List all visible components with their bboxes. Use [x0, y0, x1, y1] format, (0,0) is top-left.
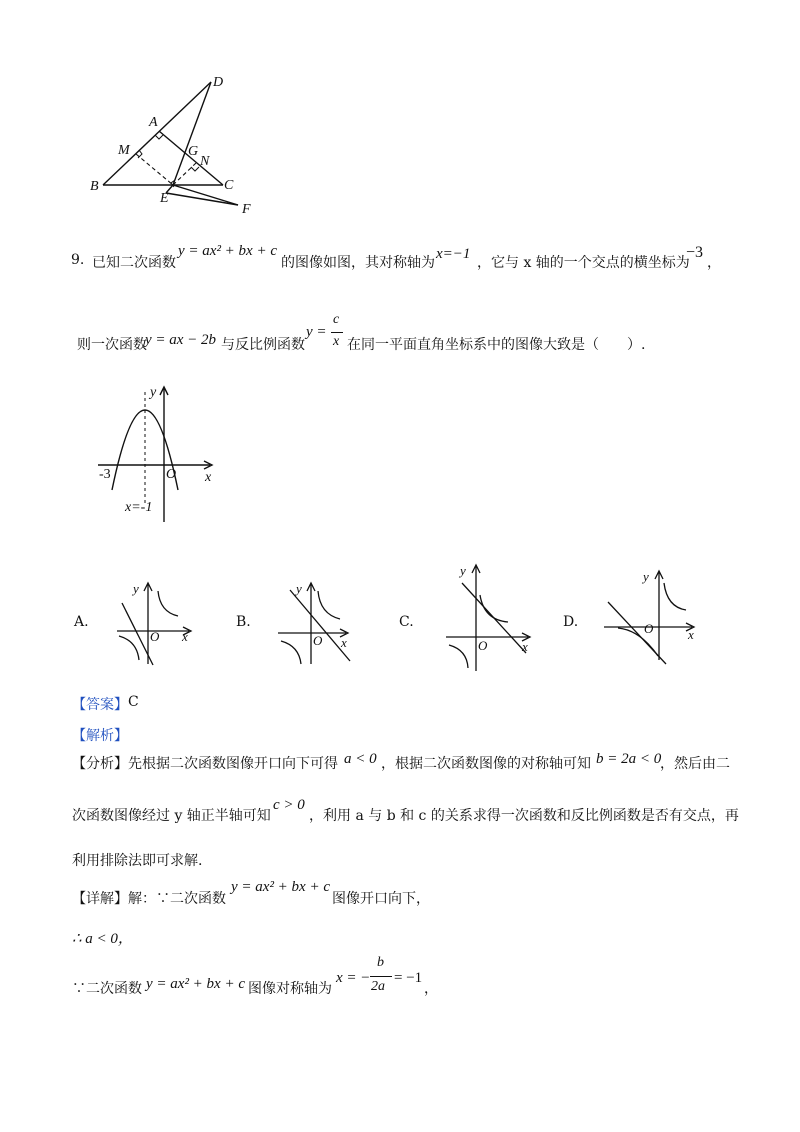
point-label: G [188, 144, 199, 159]
option-letter: C. [399, 614, 414, 630]
quadratic-function: y = ax² + bx + c [178, 243, 277, 259]
origin-label: O [150, 629, 160, 644]
parabola-graph [95, 380, 225, 525]
option-b-graph[interactable] [270, 578, 360, 668]
origin-label: O [478, 638, 488, 653]
b-value: b = 2a < 0 [596, 751, 662, 767]
y-axis-label: y [133, 581, 139, 596]
point-label: C [224, 178, 234, 193]
axis-equation: x=−1 [436, 246, 471, 262]
detail-text: 解：∵二次函数 [128, 891, 226, 907]
point-label: M [118, 143, 130, 158]
x-axis-label: x [341, 635, 347, 650]
option-d-graph[interactable] [600, 565, 705, 670]
point-label: N [200, 154, 210, 169]
y-axis-label: y [460, 563, 466, 578]
detail-tag: 【详解】 [72, 891, 128, 907]
y-axis-label: y [150, 385, 157, 400]
analysis-text: ，然后由二 [660, 756, 730, 772]
y-axis-label: y [296, 581, 302, 596]
analysis-text: ，根据二次函数图像的对称轴可知 [381, 756, 591, 772]
detail-text: 图像开口向下， [332, 891, 430, 907]
inverse-lhs: y = [306, 324, 327, 340]
question-text: 的图像如图，其对称轴为 [281, 255, 435, 271]
question-text: ，它与 x 轴的一个交点的横坐标为 [477, 255, 690, 271]
point-label: E [160, 191, 169, 206]
inverse-denominator: x [333, 334, 340, 349]
origin-label: O [313, 633, 323, 648]
question-text: 则一次函数 [77, 337, 147, 353]
origin-label: O [644, 621, 654, 636]
option-letter: A. [74, 614, 89, 630]
answer-tag: 【答案】 [72, 697, 128, 713]
detail-text: ∵二次函数 [72, 981, 142, 997]
fraction-denominator: 2a [371, 979, 385, 994]
detail-text: ， [424, 981, 438, 997]
point-label: D [213, 75, 224, 90]
option-letter: B. [236, 614, 251, 630]
analysis-text: ，利用 a 与 b 和 c 的关系求得一次函数和反比例函数是否有交点，再 [309, 808, 739, 824]
option-letter: D. [563, 614, 579, 630]
answer-value: C [128, 694, 139, 710]
analysis-text: 次函数图像经过 y 轴正半轴可知 [72, 808, 271, 824]
geometry-figure [80, 62, 270, 222]
y-axis-label: y [643, 569, 649, 584]
x-axis-label: x [182, 629, 188, 644]
point-label: B [90, 179, 99, 194]
analysis-tag: 【解析】 [72, 728, 128, 744]
symmetry-axis-label: x=-1 [125, 500, 153, 515]
option-a-graph[interactable] [110, 578, 195, 668]
question-text: 在同一平面直角坐标系中的图像大致是（ ）. [347, 337, 646, 353]
analysis-text: 先根据二次函数图像开口向下可得 [128, 756, 338, 772]
linear-function: y = ax − 2b [145, 332, 217, 348]
detail-text: ∴ a < 0， [72, 931, 133, 947]
inverse-numerator: c [333, 312, 340, 327]
option-c-graph[interactable] [440, 560, 540, 675]
x-axis-label: x [522, 639, 528, 654]
quadratic-function: y = ax² + bx + c [231, 879, 330, 895]
x-axis-label: x [688, 627, 694, 642]
a-negative: a < 0 [344, 751, 377, 767]
fraction-bar [331, 332, 343, 333]
question-text: 与反比例函数 [221, 337, 305, 353]
question-text: ， [707, 255, 721, 271]
origin-label: O [166, 467, 177, 482]
c-positive: c > 0 [273, 797, 305, 813]
x-axis-label: x [205, 470, 212, 485]
point-label: A [149, 115, 158, 130]
equation-lhs: x = − [336, 970, 371, 986]
question-text: 已知二次函数 [92, 255, 176, 271]
point-label: F [242, 202, 251, 217]
analysis-tag: 【分析】 [72, 756, 128, 772]
root-label: -3 [99, 467, 111, 482]
fraction-numerator: b [377, 955, 384, 970]
equation-rhs: = −1 [394, 970, 423, 986]
fraction-bar [370, 976, 392, 977]
quadratic-function: y = ax² + bx + c [146, 976, 245, 992]
analysis-text: 利用排除法即可求解. [72, 853, 203, 869]
root-value: −3 [686, 244, 704, 261]
detail-text: 图像对称轴为 [248, 981, 332, 997]
question-number: 9. [71, 252, 85, 268]
